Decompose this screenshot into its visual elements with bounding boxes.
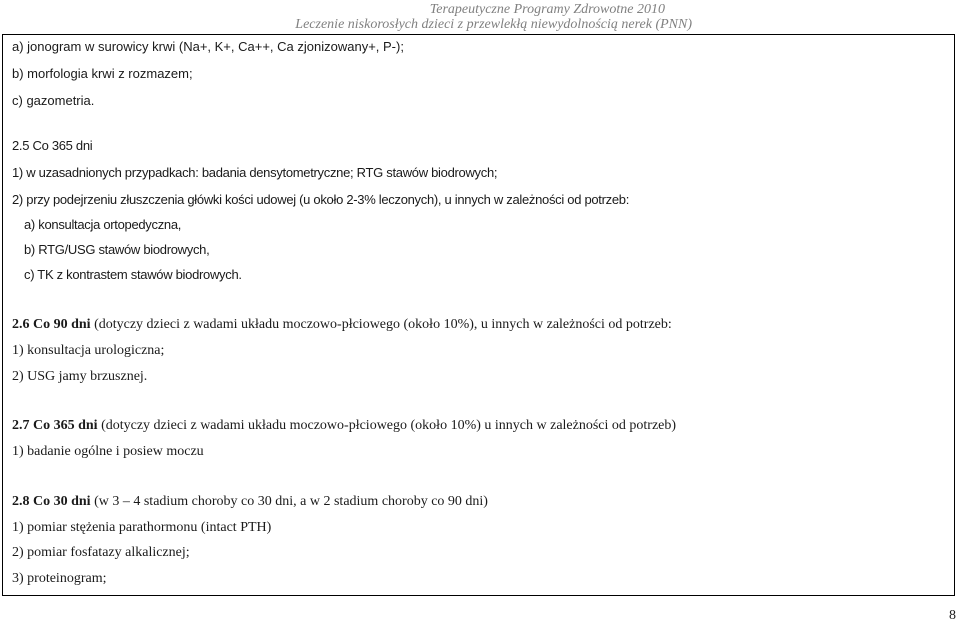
running-header-subtitle: Leczenie niskorosłych dzieci z przewlekłą niewydolnością nerek (PNN) [295, 17, 692, 32]
list-item: a) konsultacja ortopedyczna, [24, 217, 182, 232]
text-line: 1) konsultacja urologiczna; [12, 343, 165, 358]
text-line: 2) USG jamy brzusznej. [12, 369, 148, 384]
list-item: c) TK z kontrastem stawów biodrowych. [24, 267, 242, 282]
text-line: 2) przy podejrzeniu złuszczenia główki kości udowej (u około 2-3% leczonych), u innych w zależności od potrzeb: [12, 192, 630, 207]
section-heading: 2.8 Co 30 dni [12, 494, 91, 509]
section-heading: 2.5 Co 365 dni [12, 138, 93, 153]
text-line: c) gazometria. [12, 93, 95, 108]
text-line: 1) pomiar stężenia parathormonu (intact PTH) [12, 520, 272, 535]
section-line [12, 417, 676, 435]
running-header-title: Terapeutyczne Programy Zdrowotne 2010 [429, 2, 665, 17]
list-item: b) RTG/USG stawów biodrowych, [24, 242, 210, 257]
text-line: 1) w uzasadnionych przypadkach: badania densytometryczne; RTG stawów biodrowych; [12, 165, 498, 180]
section-text: (dotyczy dzieci z wadami układu moczowo-płciowego (około 10%) u innych w zależności od potrzeb) [97, 418, 677, 433]
text-line: 3) proteinogram; [12, 571, 107, 586]
section-line [12, 493, 488, 511]
text-line: a) jonogram w surowicy krwi (Na+, K+, Ca++, Ca zjonizowany+, P-); [12, 39, 404, 54]
text-line: 2) pomiar fosfatazy alkalicznej; [12, 545, 190, 560]
section-line [12, 316, 672, 334]
content-frame [2, 34, 955, 596]
text-line: b) morfologia krwi z rozmazem; [12, 66, 193, 81]
section-text: (w 3 – 4 stadium choroby co 30 dni, a w 2 stadium choroby co 90 dni) [90, 494, 488, 509]
section-heading: 2.7 Co 365 dni [12, 418, 98, 433]
section-heading: 2.6 Co 90 dni [12, 317, 91, 332]
page-number: 8 [949, 608, 956, 623]
section-text: (dotyczy dzieci z wadami układu moczowo-płciowego (około 10%), u innych w zależności od potrzeb: [90, 317, 672, 332]
text-line: 1) badanie ogólne i posiew moczu [12, 444, 204, 459]
